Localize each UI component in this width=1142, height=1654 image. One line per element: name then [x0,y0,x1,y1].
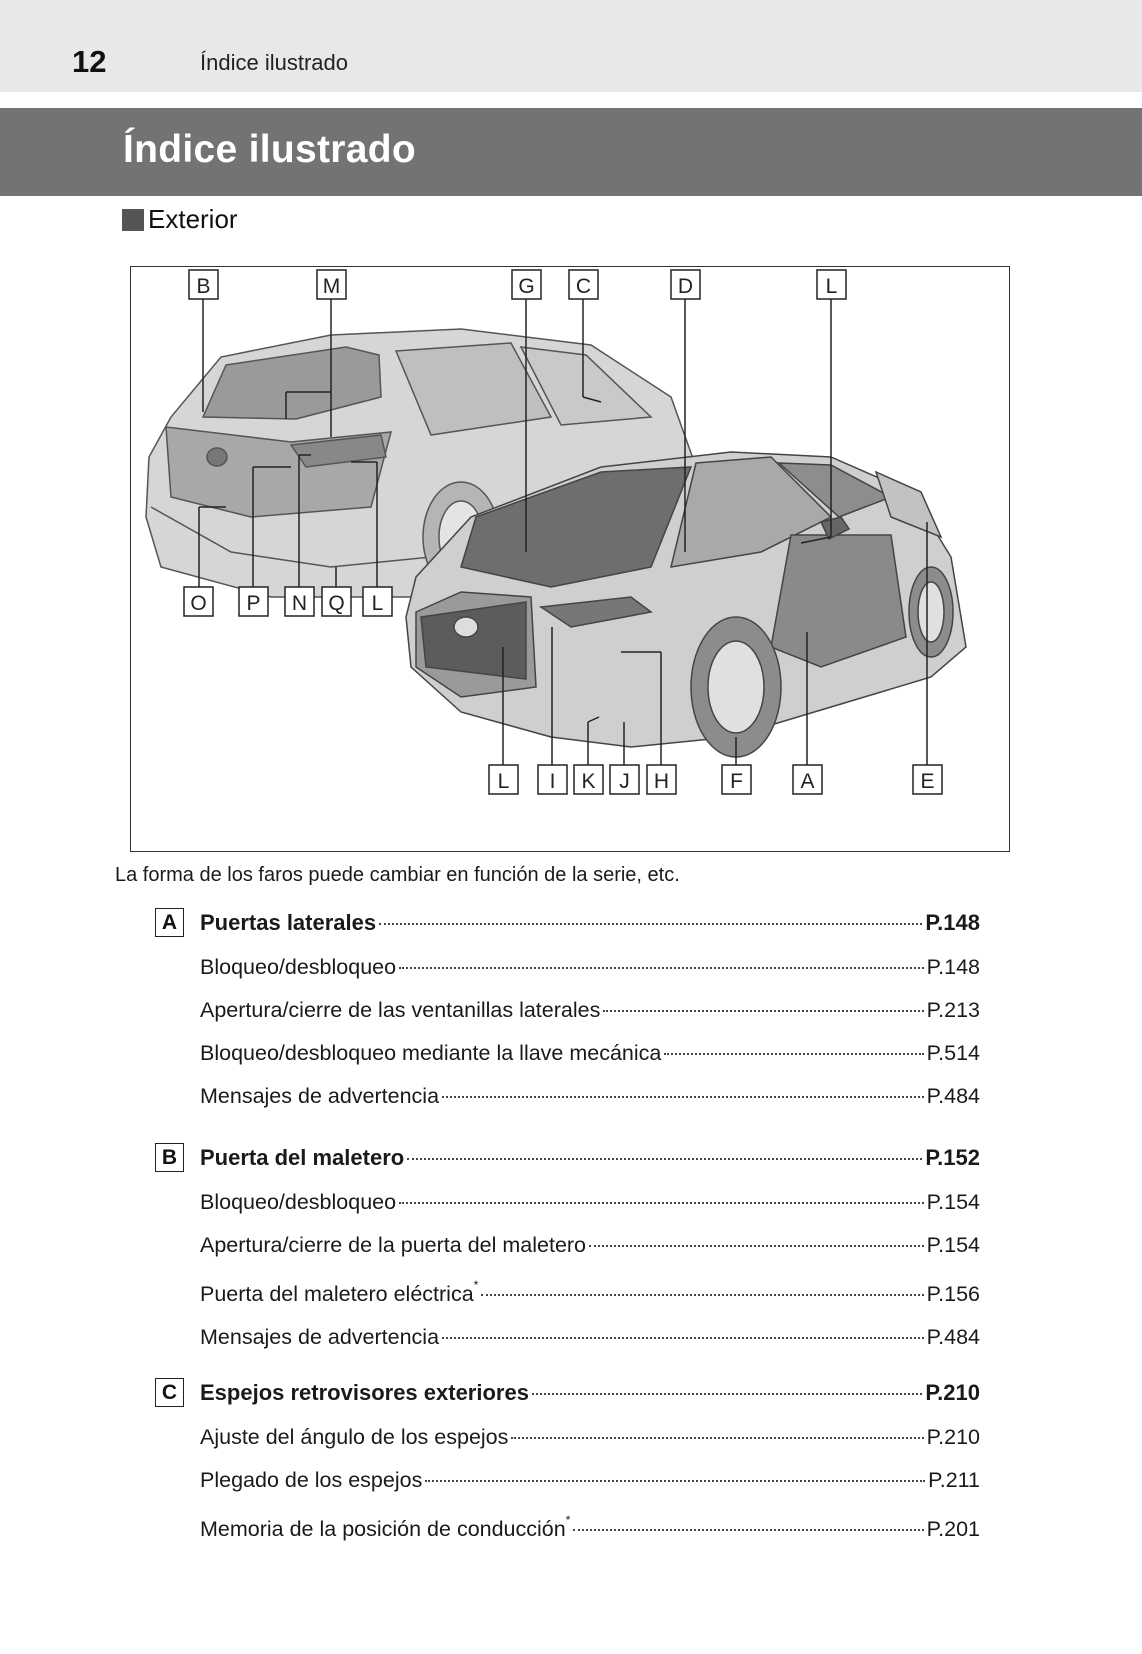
dot-leader [425,1480,925,1482]
group-letter-B: B [155,1143,184,1172]
callout-D [671,270,700,299]
index-sub-entry-label: Bloqueo/desbloqueo [200,1190,397,1214]
group-letter-A: A [155,908,184,937]
callout-B [189,270,218,299]
dot-leader [664,1053,923,1055]
index-sub-entry [200,1041,980,1071]
index-main-entry-label: Puerta del maletero [200,1145,405,1170]
index-sub-entry-label: Apertura/cierre de la puerta del maletero [200,1233,587,1257]
index-sub-entry [200,1190,980,1220]
index-sub-entry-page-ref: P.213 [926,998,980,1022]
index-main-entry-page-ref: P.148 [925,910,980,935]
svg-text:P: P [246,592,261,615]
index-sub-entry-page-ref: P.156 [926,1282,980,1307]
callout-Q [322,587,351,616]
index-sub-entry-page-ref: P.484 [926,1084,980,1108]
svg-text:A: A [800,770,815,793]
index-sub-entry [200,1233,980,1263]
callout-K [574,765,603,794]
svg-text:Q: Q [328,592,345,615]
dot-leader [399,1202,924,1204]
index-sub-entry-label: Mensajes de advertencia [200,1325,440,1349]
svg-text:B: B [196,275,211,298]
square-bullet-icon [122,209,144,231]
callout-C [569,270,598,299]
footnote-mark: * [565,1513,571,1527]
index-sub-entry [200,1425,980,1455]
dot-leader [407,1158,922,1160]
svg-text:E: E [920,770,935,793]
index-sub-entry-label: Mensajes de advertencia [200,1084,440,1108]
svg-text:F: F [730,770,743,793]
footnote-mark: * [473,1278,479,1292]
running-header-bar [0,0,1142,92]
callout-E [913,765,942,794]
callout-L-bottom [489,765,518,794]
running-title: Índice ilustrado [200,50,348,75]
svg-text:L: L [497,770,510,793]
dot-leader [532,1393,922,1395]
index-main-entry-page-ref: P.210 [925,1380,980,1405]
dot-leader [589,1245,924,1247]
index-sub-entry-label: Memoria de la posición de conducción* [200,1513,571,1542]
index-sub-entry-label: Bloqueo/desbloqueo [200,955,397,979]
dot-leader [442,1337,924,1339]
callout-F [722,765,751,794]
vehicle-exterior-illustration [130,266,1010,852]
index-sub-entry [200,998,980,1028]
callout-P [239,587,268,616]
index-sub-entry-page-ref: P.514 [926,1041,980,1065]
index-sub-entry [200,1513,980,1547]
dot-leader [573,1529,923,1531]
callout-L-left [363,587,392,616]
index-main-entry [200,1145,980,1175]
svg-text:C: C [575,275,592,298]
index-sub-entry-label: Puerta del maletero eléctrica* [200,1278,479,1307]
index-sub-entry [200,1468,980,1498]
svg-text:M: M [322,275,341,298]
dot-leader [603,1010,923,1012]
index-main-entry-page-ref: P.152 [925,1145,980,1170]
svg-text:I: I [549,770,556,793]
dot-leader [399,967,924,969]
index-sub-entry-page-ref: P.210 [926,1425,980,1449]
index-sub-entry-page-ref: P.201 [926,1517,980,1542]
dot-leader [442,1096,924,1098]
index-sub-entry-label: Plegado de los espejos [200,1468,423,1492]
dot-leader [481,1294,923,1296]
svg-text:G: G [518,275,535,298]
callout-N [285,587,314,616]
index-sub-entry-page-ref: P.484 [926,1325,980,1349]
svg-text:D: D [677,275,694,298]
svg-text:N: N [291,592,308,615]
dot-leader [379,923,922,925]
page-number: 12 [72,44,107,79]
index-sub-entry-label: Ajuste del ángulo de los espejos [200,1425,509,1449]
svg-text:J: J [619,770,630,793]
svg-text:K: K [581,770,596,793]
index-sub-entry-page-ref: P.148 [926,955,980,979]
index-main-entry [200,910,980,940]
callout-J [610,765,639,794]
callout-A [793,765,822,794]
svg-text:H: H [653,770,670,793]
index-sub-entry [200,1325,980,1355]
callout-L-top [817,270,846,299]
index-sub-entry-label: Apertura/cierre de las ventanillas laterales [200,998,601,1022]
dot-leader [511,1437,923,1439]
callout-G [512,270,541,299]
index-sub-entry [200,955,980,985]
index-sub-entry-page-ref: P.154 [926,1190,980,1214]
callout-H [647,765,676,794]
callout-I [538,765,567,794]
svg-text:L: L [371,592,384,615]
index-sub-entry-page-ref: P.211 [928,1468,980,1492]
svg-text:L: L [825,275,838,298]
vehicle-drawing [131,267,1011,853]
callout-O [184,587,213,616]
callout-M [317,270,346,299]
section-heading [122,204,238,235]
svg-text:O: O [190,592,207,615]
index-main-entry [200,1380,980,1410]
page-title: Índice ilustrado [123,128,417,171]
index-sub-entry-label: Bloqueo/desbloqueo mediante la llave mecánica [200,1041,662,1065]
figure-caption: La forma de los faros puede cambiar en función de la serie, etc. [115,864,680,886]
title-band [0,108,1142,196]
index-sub-entry-page-ref: P.154 [926,1233,980,1257]
section-title: Exterior [148,204,238,234]
index-main-entry-label: Espejos retrovisores exteriores [200,1380,529,1405]
index-main-entry-label: Puertas laterales [200,910,377,935]
index-sub-entry [200,1084,980,1114]
group-letter-C: C [155,1378,184,1407]
index-sub-entry [200,1278,980,1312]
